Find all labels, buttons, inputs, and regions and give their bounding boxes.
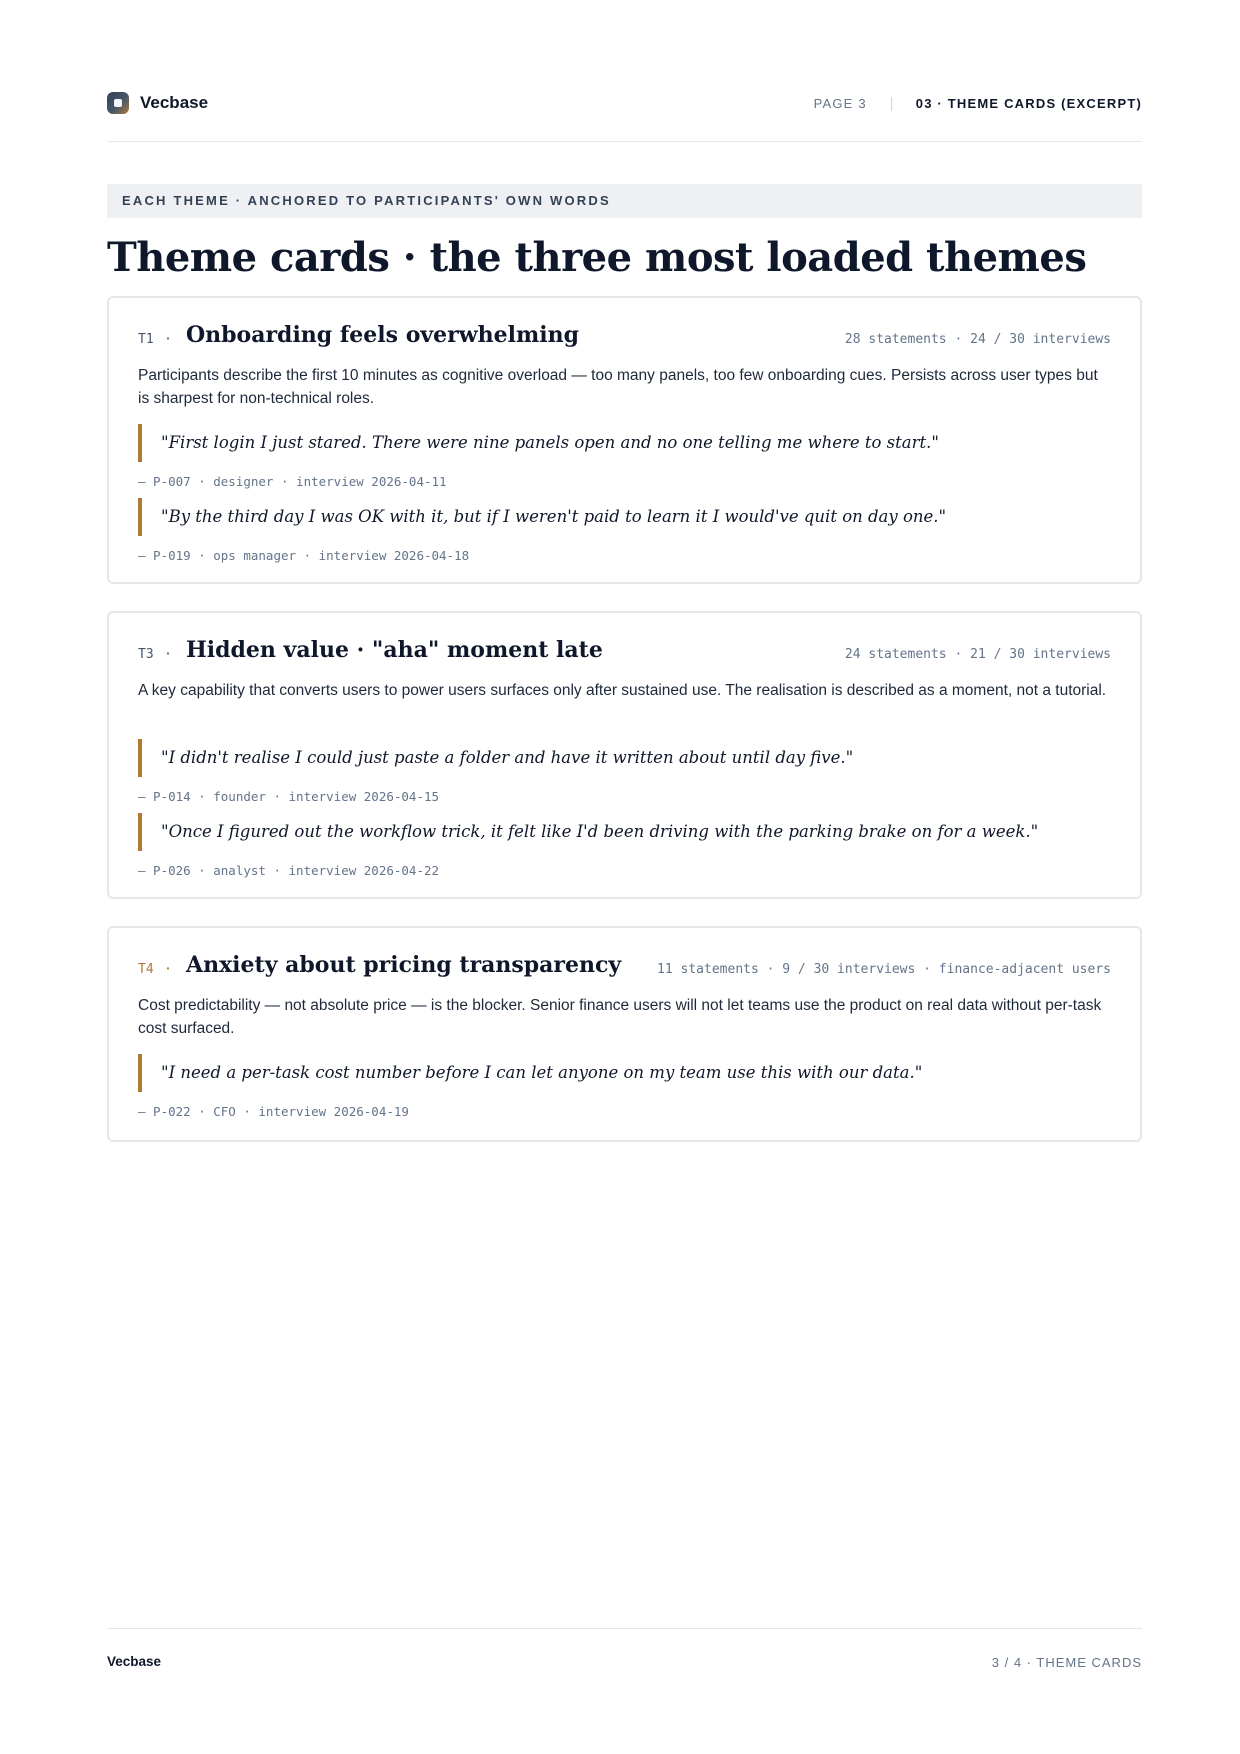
quote-attribution: — P-026 · analyst · interview 2026-04-22 bbox=[138, 863, 440, 878]
theme-description: Participants describe the first 10 minutes as cognitive overload — too many panels, too few onboarding cues. Persists across user types but is sharpest for non-technical roles. bbox=[138, 367, 1098, 407]
theme-card-t1 bbox=[107, 296, 1142, 584]
separator-dot: · bbox=[166, 645, 171, 661]
quote: "I need a per-task cost number before I can let anyone on my team use this with our data." bbox=[138, 1054, 1111, 1092]
theme-stats: 24 statements · 21 / 30 interviews bbox=[844, 647, 1111, 662]
header-meta bbox=[814, 96, 1142, 111]
theme-card-t4 bbox=[107, 926, 1142, 1142]
separator-dot: · bbox=[166, 330, 171, 346]
footer-brand: Vecbase bbox=[107, 1654, 162, 1669]
kicker-banner: EACH THEME · ANCHORED TO PARTICIPANTS' OWN WORDS bbox=[107, 184, 1142, 218]
quote-attribution: — P-022 · CFO · interview 2026-04-19 bbox=[138, 1104, 409, 1119]
quote: "I didn't realise I could just paste a folder and have it written about until day five." bbox=[138, 739, 1111, 777]
theme-stats: 11 statements · 9 / 30 interviews · finance-adjacent users bbox=[657, 962, 1111, 977]
theme-card-header bbox=[138, 637, 1111, 671]
vecbase-logo-icon bbox=[107, 92, 129, 114]
quote: "By the third day I was OK with it, but if I weren't paid to learn it I would've quit on day one." bbox=[138, 498, 1111, 536]
theme-card-header bbox=[138, 322, 1111, 356]
header-rule bbox=[107, 141, 1142, 142]
footer-rule bbox=[107, 1628, 1142, 1629]
page-title: Theme cards · the three most loaded themes bbox=[107, 234, 1087, 281]
theme-id: T1 bbox=[138, 332, 154, 347]
theme-title: Anxiety about pricing transparency bbox=[186, 952, 622, 978]
page-header bbox=[107, 92, 1142, 120]
page-label: PAGE 3 bbox=[813, 96, 867, 111]
theme-id: T3 bbox=[138, 647, 154, 662]
theme-card-header bbox=[138, 952, 1111, 986]
separator-dot: · bbox=[166, 960, 171, 976]
brand bbox=[107, 92, 208, 114]
footer-page-indicator: 3 / 4 · THEME CARDS bbox=[991, 1655, 1142, 1670]
theme-title: Hidden value · "aha" moment late bbox=[186, 637, 603, 663]
theme-description: Cost predictability — not absolute price — is the blocker. Senior finance users will not let teams use the product on real data without per-task cost surfaced. bbox=[138, 997, 1102, 1037]
theme-card-t3 bbox=[107, 611, 1142, 899]
theme-description: A key capability that converts users to power users surfaces only after sustained use. The realisation is described as a moment, not a tutorial. bbox=[138, 682, 1107, 699]
brand-name: Vecbase bbox=[140, 93, 209, 112]
quote-attribution: — P-007 · designer · interview 2026-04-11 bbox=[138, 474, 447, 489]
theme-stats: 28 statements · 24 / 30 interviews bbox=[844, 332, 1111, 347]
quote-attribution: — P-019 · ops manager · interview 2026-04-18 bbox=[138, 548, 470, 563]
header-divider bbox=[891, 97, 892, 111]
quote: "Once I figured out the workflow trick, it felt like I'd been driving with the parking brake on for a week." bbox=[138, 813, 1111, 851]
section-label: 03 · THEME CARDS (EXCERPT) bbox=[915, 96, 1142, 111]
quote-attribution: — P-014 · founder · interview 2026-04-15 bbox=[138, 789, 440, 804]
quote: "First login I just stared. There were nine panels open and no one telling me where to start." bbox=[138, 424, 1111, 462]
theme-id: T4 bbox=[138, 962, 154, 977]
theme-title: Onboarding feels overwhelming bbox=[186, 322, 580, 348]
report-page bbox=[107, 0, 1142, 1754]
